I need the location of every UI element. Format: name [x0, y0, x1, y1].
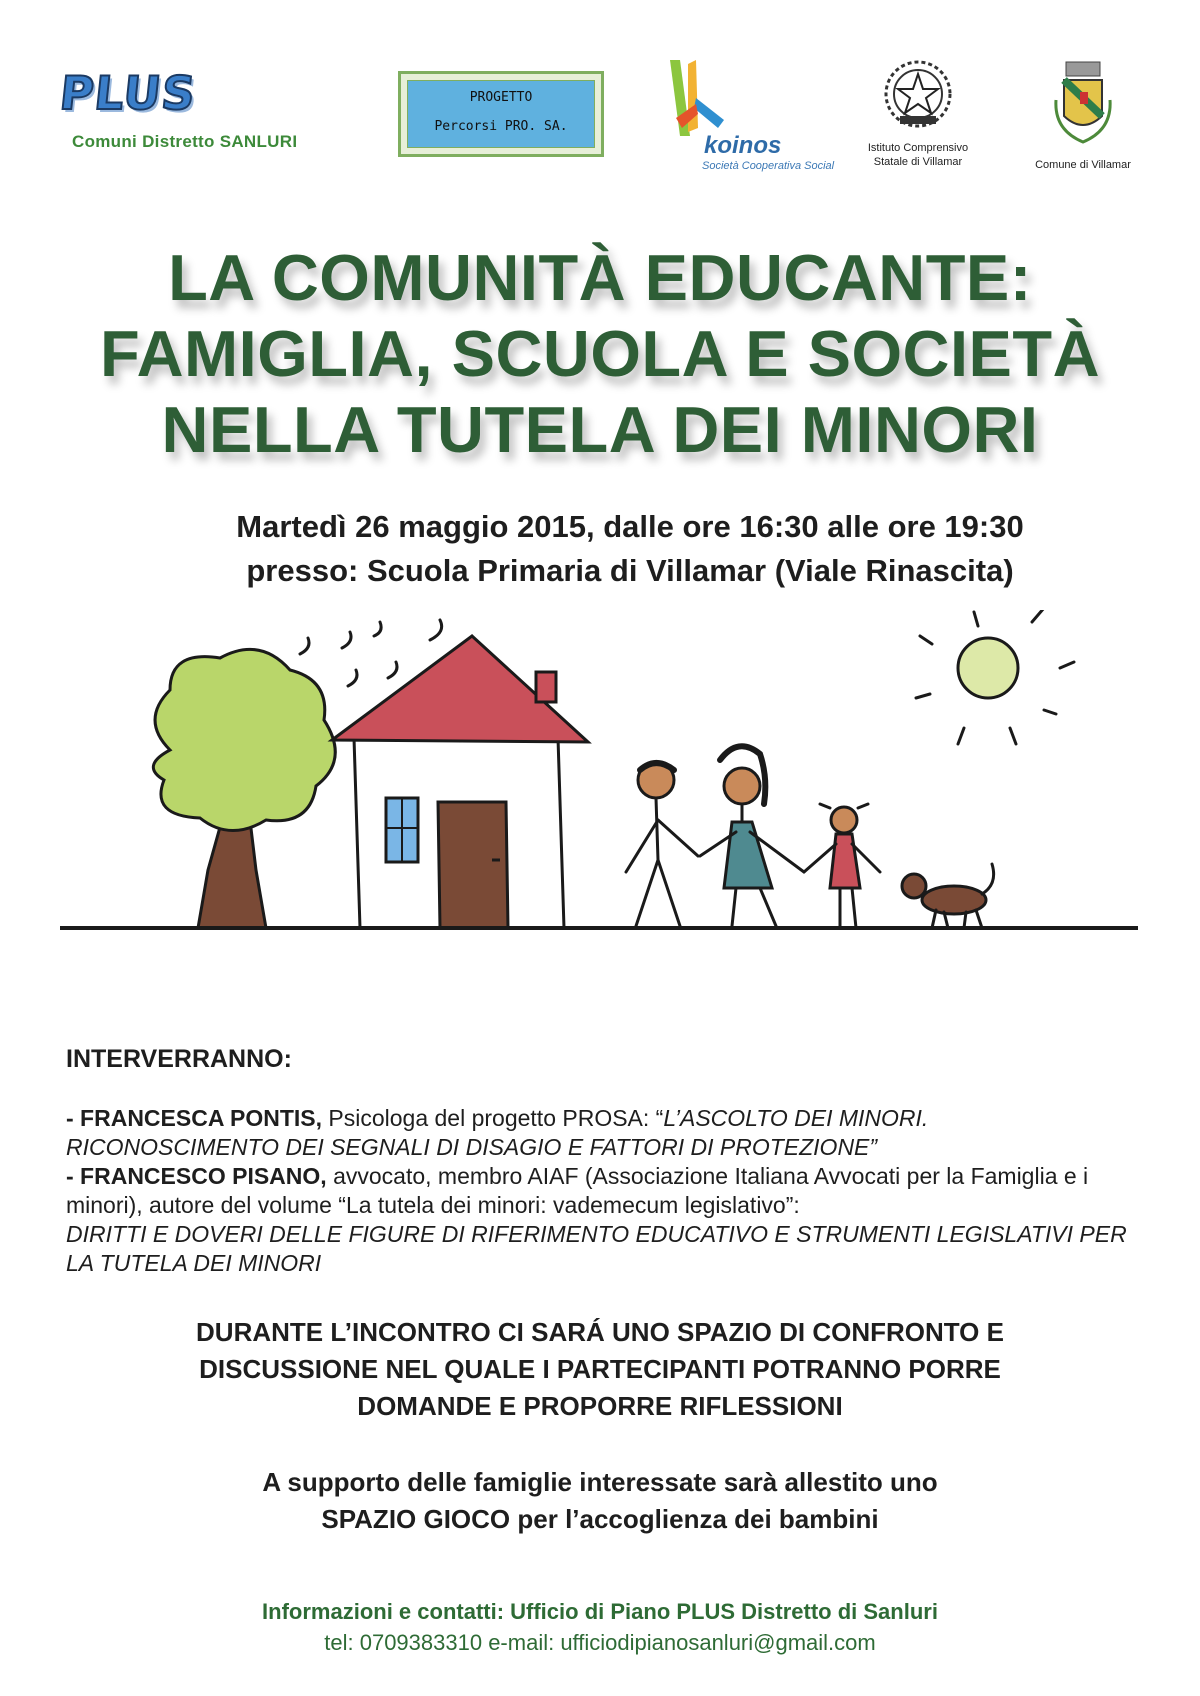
family-house-illustration: [60, 610, 1150, 1030]
progetto-name: Percorsi PRO. SA.: [434, 118, 568, 134]
support-line-2: SPAZIO GIOCO per l’accoglienza dei bambini: [321, 1504, 879, 1534]
tree-icon: [153, 649, 335, 928]
event-place: presso: Scuola Primaria di Villamar (Viale Rinascita): [246, 553, 1014, 588]
discussion-notice: [90, 1314, 1110, 1425]
dog-icon: [902, 864, 994, 928]
comune-label: Comune di Villamar: [1035, 159, 1131, 171]
title-line-3: NELLA TUTELA DEI MINORI: [161, 393, 1039, 466]
father-figure-icon: [626, 762, 698, 926]
title-line-1: LA COMUNITÀ EDUCANTE:: [168, 241, 1032, 314]
progetto-logo: [398, 71, 604, 157]
discussion-line-1: DURANTE L’INCONTRO CI SARÁ UNO SPAZIO DI CONFRONTO E: [196, 1317, 1004, 1347]
italian-emblem-icon: [880, 56, 956, 132]
speaker-1-name: - FRANCESCA PONTIS,: [66, 1105, 322, 1131]
speaker-2-topic: DIRITTI E DOVERI DELLE FIGURE DI RIFERIMENTO EDUCATIVO E STRUMENTI LEGISLATIVI PER LA TUTELA DEI MINORI: [66, 1221, 1127, 1276]
speaker-1: [66, 1104, 1146, 1162]
koinos-name: koinos: [704, 132, 782, 159]
speaker-2-name: - FRANCESCO PISANO,: [66, 1163, 327, 1189]
speaker-2: [66, 1162, 1146, 1278]
footer-contacts[interactable]: tel: 0709383310 e-mail: ufficiodipianosanluri@gmail.com: [324, 1630, 876, 1655]
speakers-heading: INTERVERRANNO:: [66, 1045, 292, 1073]
event-details: [150, 505, 1110, 593]
istituto-logo: [848, 56, 988, 176]
speakers-list: [66, 1104, 1146, 1278]
speaker-1-role: Psicologa del progetto PROSA: “: [322, 1105, 664, 1131]
istituto-line2: Statale di Villamar: [873, 156, 963, 169]
istituto-line1: Istituto Comprensivo: [867, 142, 969, 154]
support-notice: [120, 1464, 1080, 1538]
plus-subtitle: Comuni Distretto SANLURI: [72, 132, 298, 151]
footer-info: Informazioni e contatti: Ufficio di Piano PLUS Distretto di Sanluri: [262, 1599, 938, 1624]
page-title: [20, 240, 1180, 468]
event-date: Martedì 26 maggio 2015, dalle ore 16:30 alle ore 19:30: [236, 509, 1024, 544]
plus-logo-text: PLUS: [57, 66, 199, 120]
mother-figure-icon: [700, 746, 804, 926]
koinos-logo: [666, 58, 846, 176]
coat-of-arms-icon: [1050, 60, 1116, 150]
sun-icon: [916, 610, 1074, 744]
house-icon: [332, 636, 588, 928]
speaker-1-topic: L’ASCOLTO DEI MINORI. RICONOSCIMENTO DEI SEGNALI DI DISAGIO E FATTORI DI PROTEZIONE”: [66, 1105, 929, 1160]
title-line-2: FAMIGLIA, SCUOLA E SOCIETÀ: [99, 317, 1101, 390]
comune-logo: [1018, 60, 1148, 176]
koinos-subtitle: Società Cooperativa Social: [702, 160, 835, 172]
progetto-label: PROGETTO: [469, 90, 533, 105]
discussion-line-3: DOMANDE E PROPORRE RIFLESSIONI: [357, 1391, 843, 1421]
plus-logo: [57, 66, 360, 166]
koinos-k-icon: [666, 58, 736, 138]
support-line-1: A supporto delle famiglie interessate sarà allestito uno: [262, 1467, 938, 1497]
child-figure-icon: [804, 804, 880, 928]
discussion-line-2: DISCUSSIONE NEL QUALE I PARTECIPANTI POTRANNO PORRE: [199, 1354, 1001, 1384]
speaker-2-role: avvocato, membro AIAF (Associazione Italiana Avvocati per la Famiglia e i minori), autore del volume “La tutela dei minori: vademecum legislativo”:: [66, 1163, 1089, 1218]
